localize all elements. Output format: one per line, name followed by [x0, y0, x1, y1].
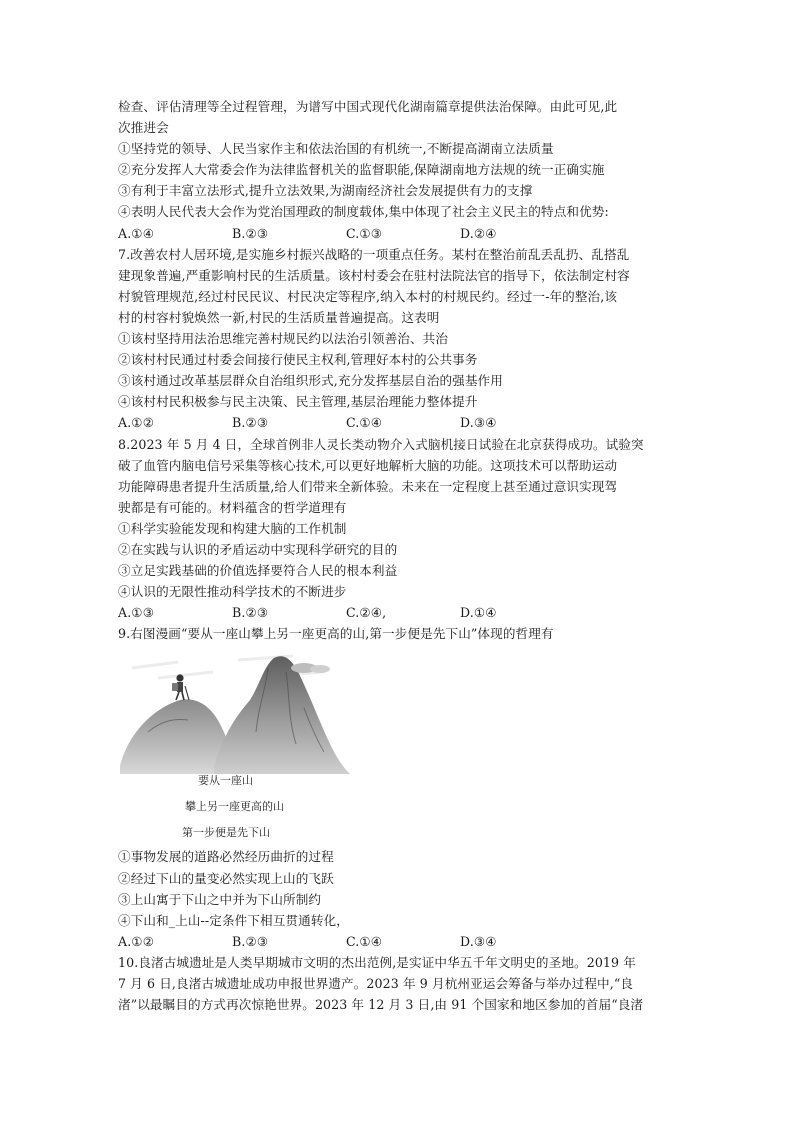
- answer-a: A.①②: [118, 415, 155, 431]
- question-text-line: 渚”以最瞩目的方式再次惊艳世界。2023 年 12 月 3 日,由 91 个国家和地区参加的首届“良渚: [118, 997, 644, 1013]
- question-9: [118, 623, 686, 952]
- question-text-line: 7 月 6 日,良渚古城遗址成功申报世界遗产。2023 年 9 月杭州亚运会筹备与举办过程中,“良: [118, 976, 634, 991]
- answer-a: A.①④: [118, 225, 155, 241]
- option-2: ②经过下山的量变必然实现上山的飞跃: [118, 870, 334, 886]
- hiker-figure-icon: [172, 675, 189, 701]
- question-text-line: 10.良渚古城遗址是人类早期城市文明的杰出范例,是实证中华五千年文明史的圣地。2019 年: [118, 954, 636, 970]
- question-text-line: 9.右图漫画“要从一座山攀上另一座更高的山,第一步便是先下山”体现的哲理有: [118, 626, 554, 642]
- answer-choices: [118, 223, 686, 244]
- option-3: ③上山寓于下山之中并为下山所制约: [118, 891, 322, 907]
- question-text-line: 7.改善农村人居环境,是实施乡村振兴战略的一项重点任务。某村在整治前乱丢乱扔、乱搭乱: [118, 246, 630, 262]
- question-text-line: 功能障碍患者提升生活质量,给人们带来全新体验。未来在一定程度上甚至通过意识实现驾: [118, 478, 618, 494]
- answer-d: D.①④: [460, 605, 497, 621]
- option-2: ②在实践与认识的矛盾运动中实现科学研究的目的: [118, 541, 398, 557]
- answer-b: B.②③: [232, 415, 269, 431]
- question-text-line: 破了血管内脑电信号采集等核心技术,可以更好地解析大脑的功能。这项技术可以帮助运动: [118, 457, 618, 473]
- option-2: ②该村村民通过村委会间接行使民主权利,管理好本村的公共事务: [118, 352, 478, 368]
- cartoon-caption-line: 要从一座山: [198, 774, 253, 788]
- question-text-line: 村的村容村貌焕然一新,村民的生活质量普遍提高。这表明: [118, 309, 440, 325]
- option-1: ①事物发展的道路必然经历曲折的过程: [118, 849, 334, 865]
- question-6: [118, 96, 686, 244]
- answer-b: B.②③: [232, 225, 269, 241]
- mountain-cartoon: [118, 648, 686, 844]
- answer-a: A.①③: [118, 605, 155, 621]
- question-text-line: 建现象普遍,严重影响村民的生活质量。该村村委会在驻村法院法官的指导下，依法制定村容: [118, 267, 630, 283]
- option-1: ①坚持党的领导、人民当家作主和依法治国的有机统一,不断提高湖南立法质量: [118, 141, 554, 157]
- question-text-line: 驶都是有可能的。材料蕴含的哲学道理有: [118, 499, 347, 515]
- answer-c: C.②④,: [346, 605, 387, 621]
- answer-d: D.②④: [460, 225, 497, 241]
- answer-choices: [118, 412, 686, 433]
- answer-c: C.①④: [346, 415, 383, 431]
- answer-choices: [118, 931, 686, 952]
- option-3: ③有利于丰富立法形式,提升立法效果,为湖南经济社会发展提供有力的支撑: [118, 183, 533, 199]
- question-7: [118, 244, 686, 434]
- cartoon-caption-line: 攀上另一座更高的山: [185, 800, 284, 814]
- answer-b: B.②③: [232, 933, 269, 949]
- answer-c: C.①③: [346, 225, 383, 241]
- cloud-icon: [310, 665, 330, 673]
- option-4: ④该村村民积极参与民主决策、民主管理,基层治理能力整体提升: [118, 394, 478, 410]
- option-4: ④认识的无限性推动科学技术的不断进步: [118, 584, 347, 600]
- question-10: [118, 952, 686, 1015]
- question-text-line: 8.2023 年 5 月 4 日，全球首例非人灵长类动物介入式脑机接日试验在北京获得成功。试验突: [118, 436, 644, 452]
- question-text-line: 村貌管理规范,经过村民民议、村民决定等程序,纳入本村的村规民约。经过一-年的整治,该: [118, 288, 618, 304]
- answer-b: B.②③: [232, 605, 269, 621]
- question-8: [118, 434, 686, 624]
- answer-d: D.③④: [460, 415, 497, 431]
- page-content: [118, 96, 686, 1015]
- option-4: ④下山和_上山--定条件下相互贯通转化，: [118, 912, 349, 928]
- question-text-line: 次推进会: [118, 120, 169, 136]
- option-1: ①科学实验能发现和构建大脑的工作机制: [118, 520, 347, 536]
- cartoon-caption-line: 第一步便是先下山: [182, 826, 270, 840]
- question-text-line: 检查、评估清理等全过程管理，为谱写中国式现代化湖南篇章提供法治保障。由此可见,此: [118, 99, 618, 114]
- answer-c: C.①④: [346, 933, 383, 949]
- mountain-illustration: [118, 648, 368, 844]
- answer-a: A.①②: [118, 933, 155, 949]
- option-3: ③该村通过改革基层群众自治组织形式,充分发挥基层自治的强基作用: [118, 373, 503, 389]
- option-3: ③立足实践基础的价值选择要符合人民的根本利益: [118, 563, 398, 579]
- answer-choices: [118, 602, 686, 623]
- option-1: ①该村坚持用法治思维完善村规民约以法治引领善治、共治: [118, 331, 449, 347]
- answer-d: D.③④: [460, 933, 497, 949]
- option-4: ④表明人民代表大会作为党治国理政的制度载体,集中体现了社会主义民主的特点和优势:: [118, 204, 609, 220]
- tall-mountain: [214, 657, 350, 775]
- option-2: ②充分发挥人大常委会作为法律监督机关的监督职能,保障湖南地方法规的统一正确实施: [118, 162, 605, 178]
